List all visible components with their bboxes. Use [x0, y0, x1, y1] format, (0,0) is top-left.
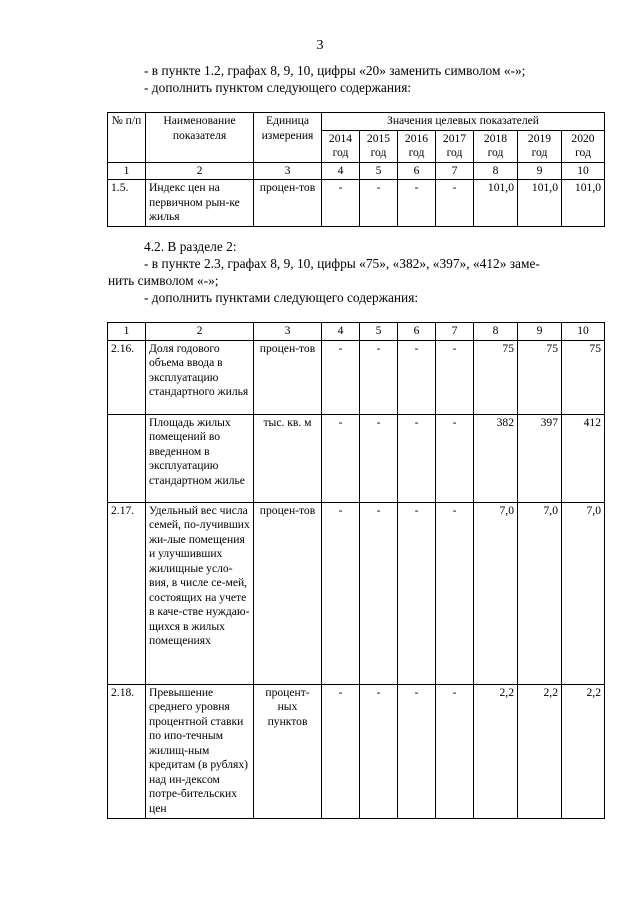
header-year: 2016 год [398, 130, 436, 162]
column-index: 6 [398, 323, 436, 341]
row-value: - [436, 180, 474, 227]
table-2 [107, 322, 605, 819]
row-value: 382 [474, 414, 518, 502]
column-index: 10 [562, 323, 605, 341]
row-value: 75 [562, 340, 605, 414]
row-value: 101,0 [474, 180, 518, 227]
header-year: 2020 год [562, 130, 605, 162]
section2-line-3: нить символом «-»; [108, 273, 219, 288]
column-index: 1 [108, 323, 146, 341]
column-index: 3 [254, 162, 322, 180]
row-unit: тыс. кв. м [254, 414, 322, 502]
row-value: - [436, 414, 474, 502]
column-index: 8 [474, 323, 518, 341]
row-name: Превышение среднего уровня процентной ставки по ипо-течным жилищ-ным кредитам (в рублях) над ин-дексом потре-бительских цен [146, 684, 254, 818]
row-unit: процент-ных пунктов [254, 684, 322, 818]
column-index: 4 [322, 162, 360, 180]
row-value: - [322, 684, 360, 818]
row-value: - [436, 340, 474, 414]
row-value: - [398, 180, 436, 227]
column-index: 5 [360, 162, 398, 180]
row-value: 2,2 [562, 684, 605, 818]
table-row [108, 684, 605, 818]
column-index: 2 [146, 162, 254, 180]
column-index: 6 [398, 162, 436, 180]
row-name: Индекс цен на первичном рын-ке жилья [146, 180, 254, 227]
column-index: 7 [436, 162, 474, 180]
row-value: - [436, 684, 474, 818]
intro-line-1: - в пункте 1.2, графах 8, 9, 10, цифры «20» заменить символом «-»; [144, 63, 526, 78]
row-num: 2.16. [108, 340, 146, 414]
column-index: 5 [360, 323, 398, 341]
section2-line-4: - дополнить пунктами следующего содержания: [144, 290, 419, 305]
row-unit: процен-тов [254, 340, 322, 414]
table-row [108, 180, 605, 227]
row-value: - [398, 502, 436, 684]
row-value: 2,2 [518, 684, 562, 818]
row-value: - [360, 180, 398, 227]
table-row [108, 414, 605, 502]
row-value: - [398, 340, 436, 414]
table-row [108, 502, 605, 684]
row-value: - [360, 502, 398, 684]
row-name: Доля годового объема ввода в эксплуатацию стандартного жилья [146, 340, 254, 414]
row-value: - [322, 502, 360, 684]
header-num: № п/п [108, 113, 146, 163]
row-num: 2.17. [108, 502, 146, 684]
row-value: - [436, 502, 474, 684]
row-num: 1.5. [108, 180, 146, 227]
row-num [108, 414, 146, 502]
row-value: - [322, 414, 360, 502]
row-value: 101,0 [518, 180, 562, 227]
column-index: 2 [146, 323, 254, 341]
column-index: 3 [254, 323, 322, 341]
row-value: 412 [562, 414, 605, 502]
header-year: 2017 год [436, 130, 474, 162]
row-value: 101,0 [562, 180, 605, 227]
header-year: 2014 год [322, 130, 360, 162]
row-value: 2,2 [474, 684, 518, 818]
row-name: Удельный вес числа семей, по-лучивших жи-лые помещения и улучшивших жилищные усло-вия, в числе се-мей, состоящих на учете в каче-стве нуждаю-щихся в жилых помещениях [146, 502, 254, 684]
table-1 [107, 112, 605, 227]
row-unit: процен-тов [254, 502, 322, 684]
row-value: 397 [518, 414, 562, 502]
row-name: Площадь жилых помещений во введенном в эксплуатацию стандартном жилье [146, 414, 254, 502]
page-number: 3 [316, 38, 324, 53]
row-value: 7,0 [518, 502, 562, 684]
row-value: - [322, 180, 360, 227]
header-name: Наименование показателя [146, 113, 254, 163]
column-index: 8 [474, 162, 518, 180]
row-value: - [398, 414, 436, 502]
header-year: 2019 год [518, 130, 562, 162]
column-index: 1 [108, 162, 146, 180]
section2-line-1: 4.2. В разделе 2: [144, 239, 237, 254]
header-year: 2018 год [474, 130, 518, 162]
row-unit: процен-тов [254, 180, 322, 227]
column-index: 4 [322, 323, 360, 341]
row-value: - [322, 340, 360, 414]
intro-line-2: - дополнить пунктом следующего содержания: [144, 80, 412, 95]
header-unit: Единица измерения [254, 113, 322, 163]
row-value: 7,0 [474, 502, 518, 684]
row-value: - [360, 340, 398, 414]
row-value: 75 [474, 340, 518, 414]
section2-line-2: - в пункте 2.3, графах 8, 9, 10, цифры «75», «382», «397», «412» заме- [144, 256, 540, 271]
column-index: 9 [518, 162, 562, 180]
column-index: 9 [518, 323, 562, 341]
row-value: - [360, 684, 398, 818]
column-index: 10 [562, 162, 605, 180]
row-value: - [398, 684, 436, 818]
row-value: - [360, 414, 398, 502]
header-year: 2015 год [360, 130, 398, 162]
row-value: 7,0 [562, 502, 605, 684]
column-index: 7 [436, 323, 474, 341]
row-num: 2.18. [108, 684, 146, 818]
row-value: 75 [518, 340, 562, 414]
table-row [108, 340, 605, 414]
header-values-title: Значения целевых показателей [322, 113, 605, 131]
